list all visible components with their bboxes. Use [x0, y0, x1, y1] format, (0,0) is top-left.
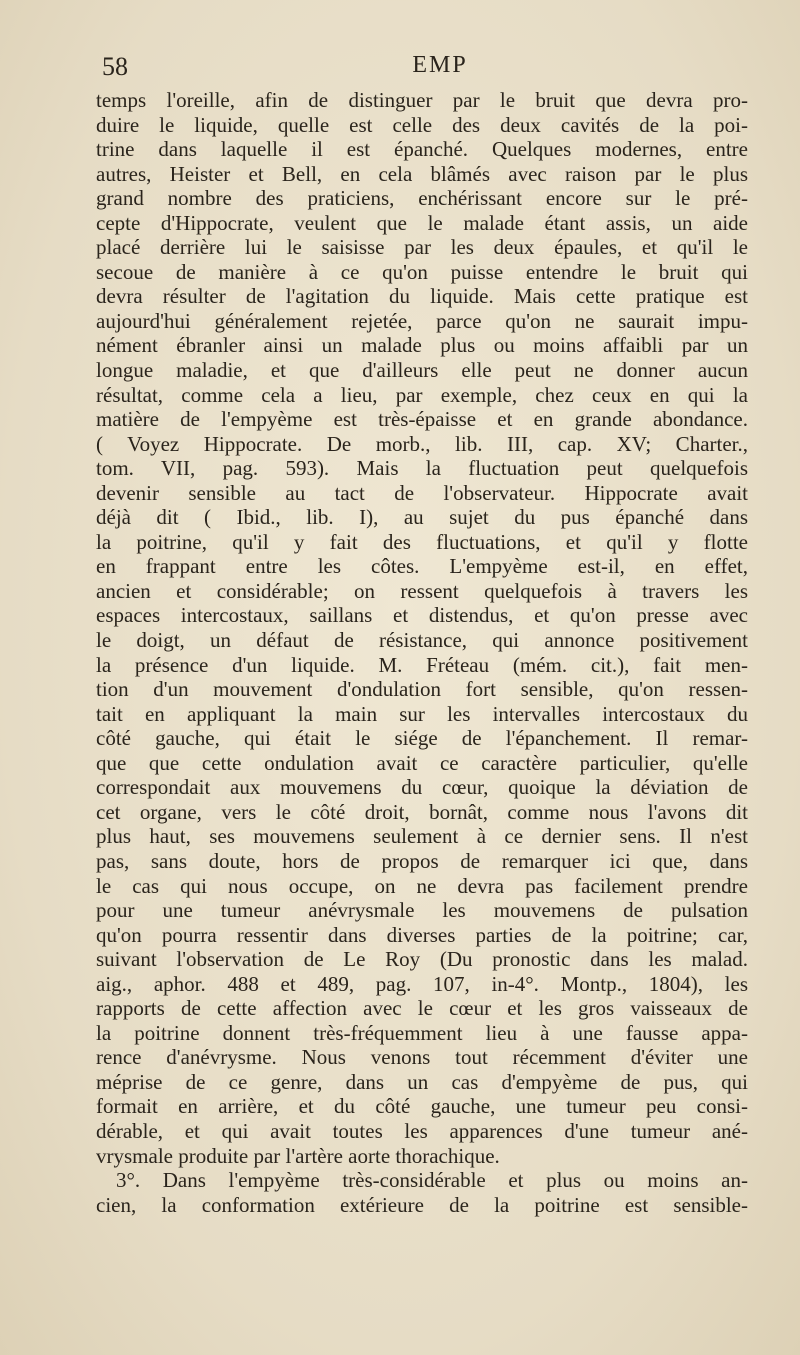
text-line: ancien et considérable; on ressent quelquefois à travers les — [96, 578, 748, 603]
text-line: que que cette ondulation avait ce caractère particulier, qu'elle — [96, 750, 748, 775]
text-line: déjà dit ( Ibid., lib. I), au sujet du pus épanché dans — [96, 505, 748, 530]
text-line: longue maladie, et que d'ailleurs elle peut ne donner aucun — [96, 358, 748, 383]
text-line: devenir sensible au tact de l'observateur. Hippocrate avait — [96, 480, 748, 505]
text-line: tion d'un mouvement d'ondulation fort sensible, qu'on ressen- — [96, 677, 748, 702]
text-line: duire le liquide, quelle est celle des deux cavités de la poi- — [96, 112, 748, 137]
text-line: matière de l'empyème est très-épaisse et en grande abondance. — [96, 407, 748, 432]
text-line: rapports de cette affection avec le cœur et les gros vaisseaux de — [96, 996, 748, 1021]
text-line: la poitrine donnent très-fréquemment lieu à une fausse appa- — [96, 1020, 748, 1045]
text-line: côté gauche, qui était le siége de l'épanchement. Il remar- — [96, 726, 748, 751]
text-line: tom. VII, pag. 593). Mais la fluctuation peut quelquefois — [96, 456, 748, 481]
text-line: temps l'oreille, afin de distinguer par le bruit que devra pro- — [96, 88, 748, 112]
text-line: espaces intercostaux, saillans et distendus, et qu'on presse avec — [96, 603, 748, 628]
text-line: nément ébranler ainsi un malade plus ou moins affaibli par un — [96, 333, 748, 358]
text-line: placé derrière lui le saisisse par les deux épaules, et qu'il le — [96, 235, 748, 260]
text-line: qu'on pourra ressentir dans diverses parties de la poitrine; car, — [96, 922, 748, 947]
body-text — [96, 88, 748, 1217]
text-line: rence d'anévrysme. Nous venons tout récemment d'éviter une — [96, 1045, 748, 1070]
text-line: le doigt, un défaut de résistance, qui annonce positivement — [96, 628, 748, 653]
page-header — [102, 52, 748, 86]
text-line: 3°. Dans l'empyème très-considérable et plus ou moins an- — [116, 1168, 748, 1193]
text-line: grand nombre des praticiens, enchérissant encore sur le pré- — [96, 186, 748, 211]
text-line: cet organe, vers le côté droit, bornât, comme nous l'avons dit — [96, 799, 748, 824]
text-line: suivant l'observation de Le Roy (Du pronostic dans les malad. — [96, 947, 748, 972]
text-line: aujourd'hui généralement rejetée, parce qu'on ne saurait impu- — [96, 308, 748, 333]
text-line: autres, Heister et Bell, en cela blâmés avec raison par le plus — [96, 161, 748, 186]
text-line: correspondait aux mouvemens du cœur, quoique la déviation de — [96, 775, 748, 800]
text-line: tait en appliquant la main sur les intervalles intercostaux du — [96, 701, 748, 726]
text-line: en frappant entre les côtes. L'empyème est-il, en effet, — [96, 554, 748, 579]
text-line: cepte d'Hippocrate, veulent que le malade étant assis, un aide — [96, 210, 748, 235]
text-line: le cas qui nous occupe, on ne devra pas facilement prendre — [96, 873, 748, 898]
text-line: cien, la conformation extérieure de la poitrine est sensible- — [96, 1192, 748, 1217]
running-head: EMP — [412, 52, 468, 78]
text-line: aig., aphor. 488 et 489, pag. 107, in-4°. Montp., 1804), les — [96, 971, 748, 996]
text-line: méprise de ce genre, dans un cas d'empyème de pus, qui — [96, 1069, 748, 1094]
text-line: résultat, comme cela a lieu, par exemple, chez ceux en qui la — [96, 382, 748, 407]
text-line: pour une tumeur anévrysmale les mouvemens de pulsation — [96, 898, 748, 923]
text-line: plus haut, ses mouvemens seulement à ce dernier sens. Il n'est — [96, 824, 748, 849]
text-line: secoue de manière à ce qu'on puisse entendre le bruit qui — [96, 259, 748, 284]
text-line: dérable, et qui avait toutes les apparences d'une tumeur ané- — [96, 1118, 748, 1143]
text-line: ( Voyez Hippocrate. De morb., lib. III, cap. XV; Charter., — [96, 431, 748, 456]
text-line: la présence d'un liquide. M. Fréteau (mém. cit.), fait men- — [96, 652, 748, 677]
text-line: pas, sans doute, hors de propos de remarquer ici que, dans — [96, 848, 748, 873]
text-line: la poitrine, qu'il y fait des fluctuations, et qu'il y flotte — [96, 529, 748, 554]
text-line: devra résulter de l'agitation du liquide. Mais cette pratique est — [96, 284, 748, 309]
page-number: 58 — [102, 52, 128, 81]
text-line: formait en arrière, et du côté gauche, une tumeur peu consi- — [96, 1094, 748, 1119]
text-line: trine dans laquelle il est épanché. Quelques modernes, entre — [96, 137, 748, 162]
text-line: vrysmale produite par l'artère aorte thorachique. — [96, 1143, 500, 1168]
